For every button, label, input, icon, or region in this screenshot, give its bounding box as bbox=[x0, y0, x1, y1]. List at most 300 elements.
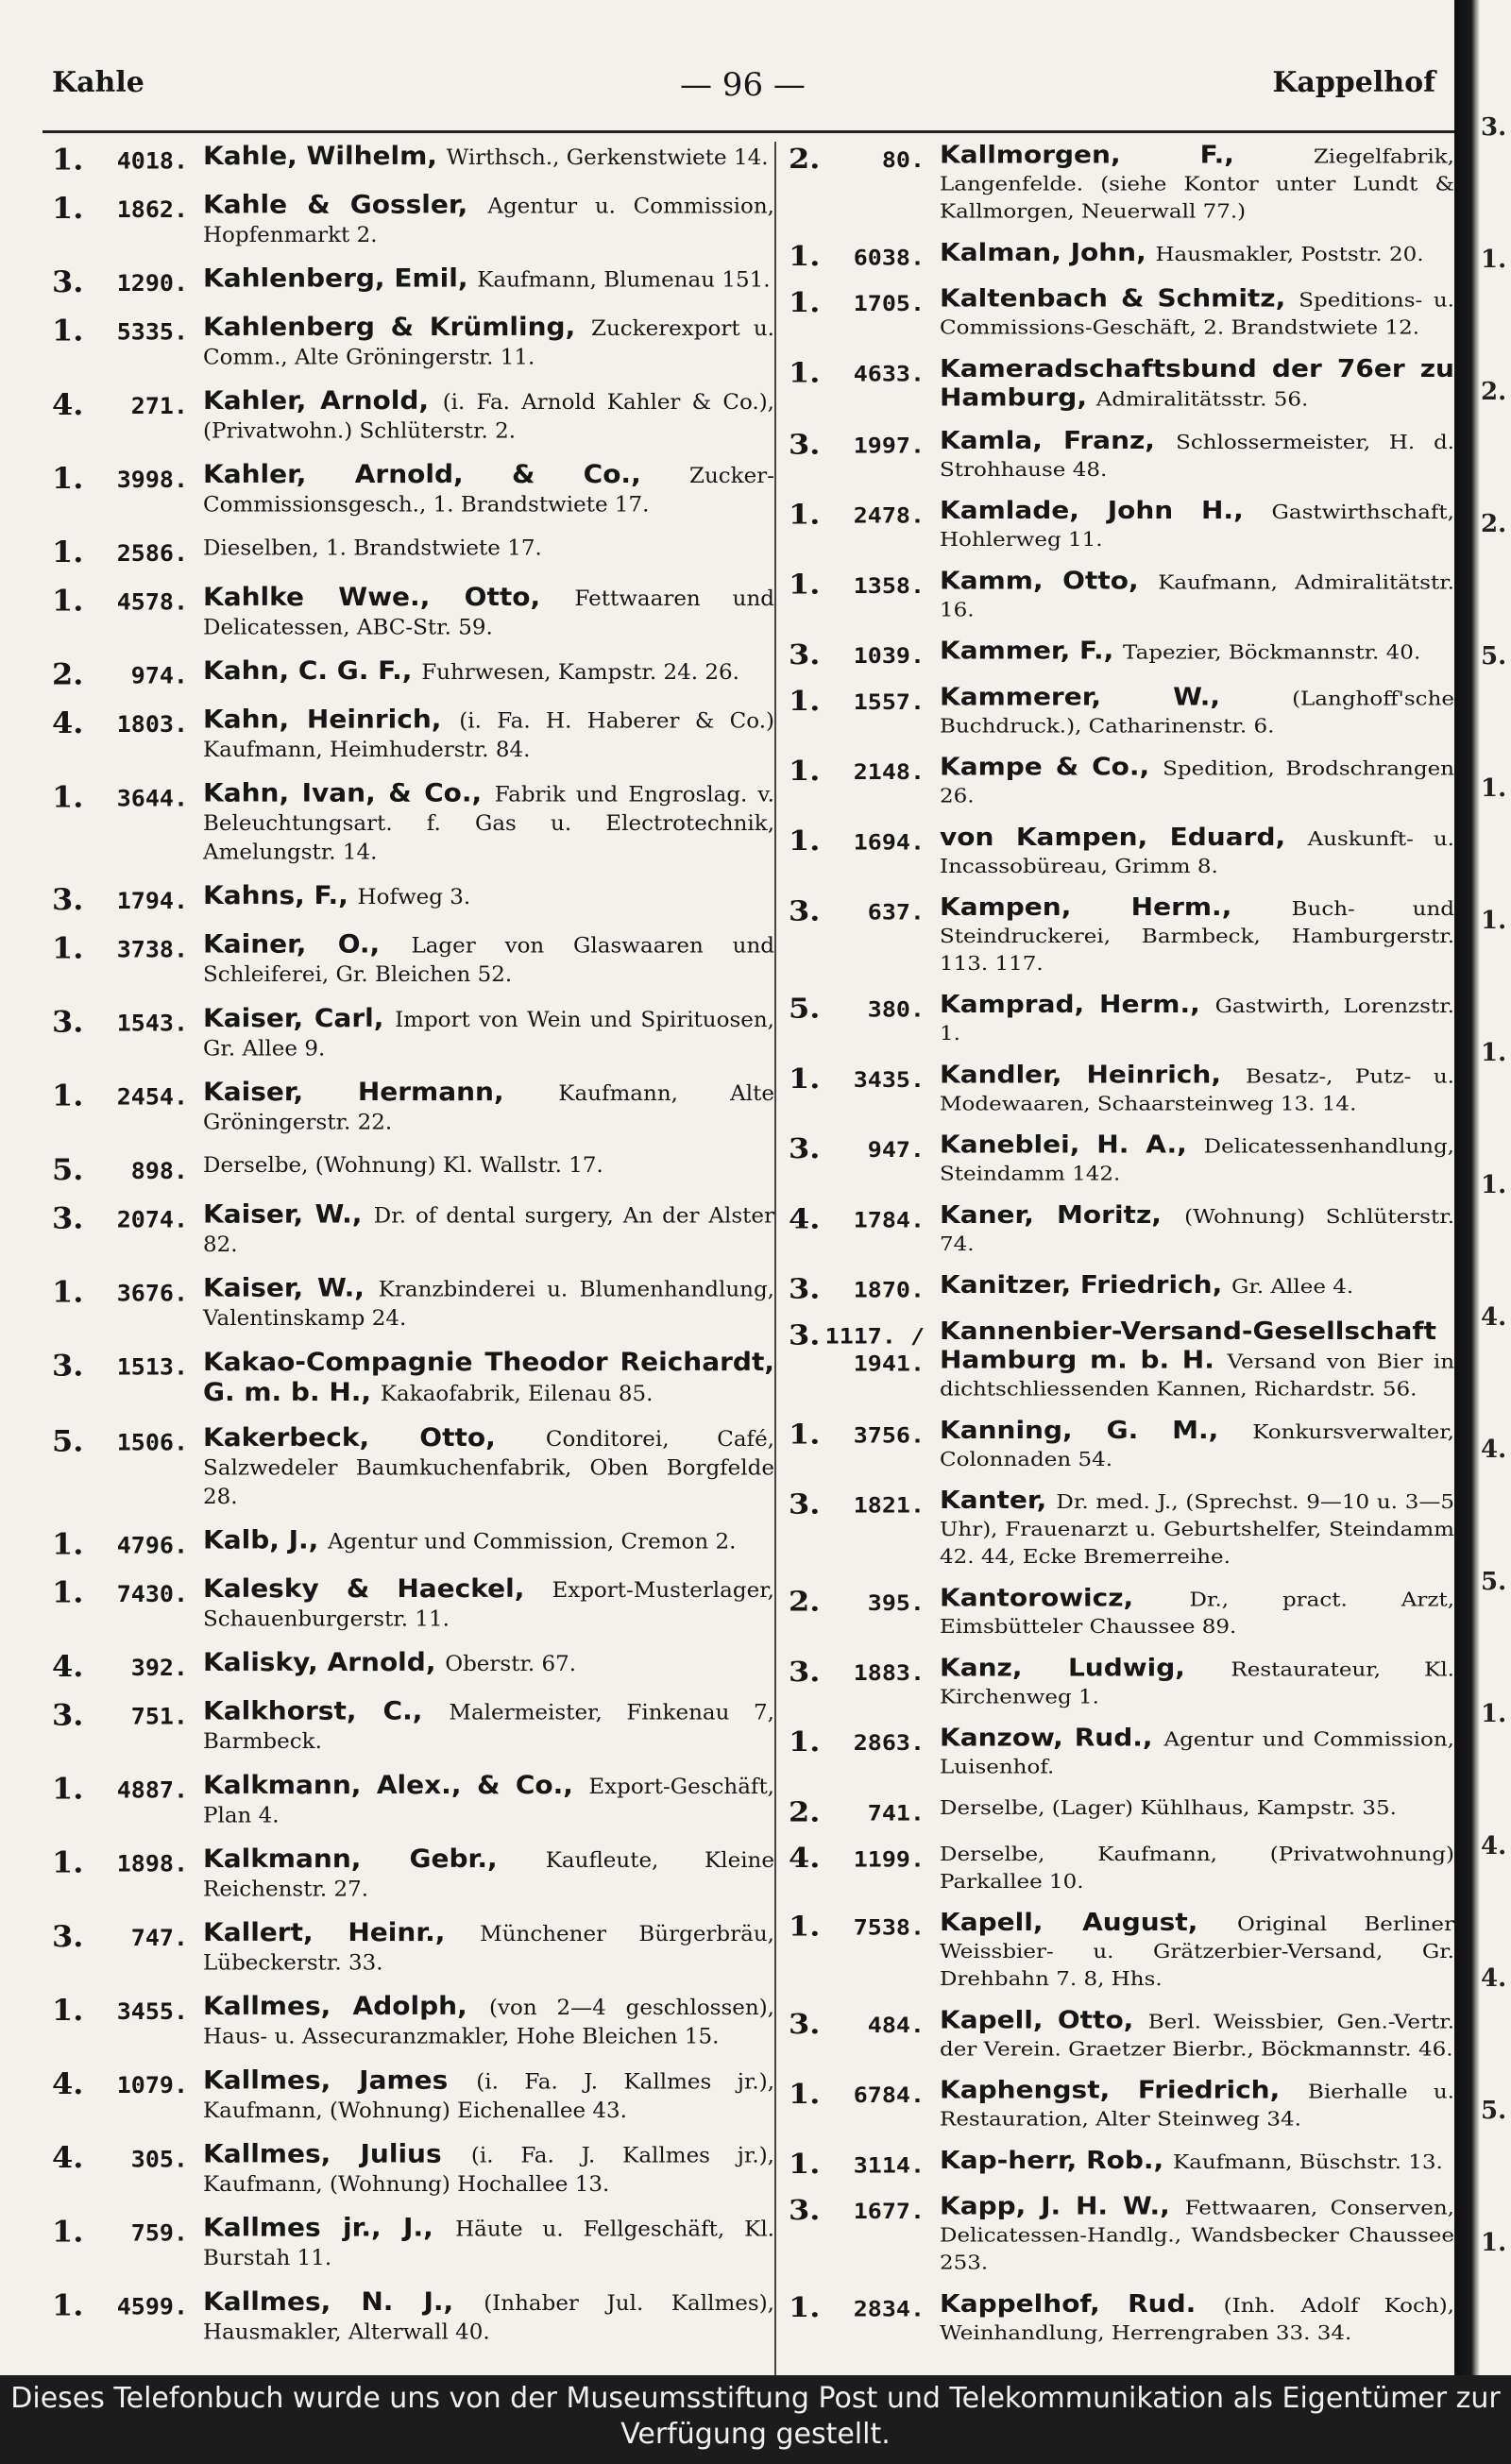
phone-number: 271. bbox=[130, 392, 188, 419]
subscriber-details: Tapezier, Böckmannstr. 40. bbox=[1123, 641, 1421, 664]
phone-number: 1694. bbox=[853, 829, 925, 855]
subscriber-details: Derselbe, (Wohnung) Kl. Wallstr. 17. bbox=[203, 1154, 603, 1178]
subscriber-details: Kakaofabrik, Eilenau 85. bbox=[380, 1383, 654, 1406]
directory-entry bbox=[789, 497, 1454, 553]
edge-district-number: 2. bbox=[1481, 510, 1507, 538]
phone-number: 1543. bbox=[116, 1010, 188, 1037]
subscriber-details: Export-Geschäft, Plan 4. bbox=[203, 1775, 774, 1827]
subscriber-details: Export-Musterlager, Schauenburgerstr. 11. bbox=[203, 1578, 774, 1632]
district-number: 4. bbox=[52, 705, 84, 740]
subscriber-name: Kahn, Heinrich, bbox=[203, 704, 460, 735]
subscriber-name: Kanter, bbox=[940, 1486, 1057, 1515]
subscriber-name: Kahle, Wilhelm, bbox=[203, 141, 447, 171]
entry-text bbox=[940, 2290, 1454, 2347]
phone-number: 3435. bbox=[853, 1067, 925, 1093]
district-number: 1. bbox=[789, 1725, 821, 1759]
subscriber-details: Zuckerexport u. Comm., Alte Gröningerstr. 11. bbox=[203, 316, 774, 370]
entry-text bbox=[940, 1271, 1454, 1300]
subscriber-details: Agentur und Commission, Luisenhof. bbox=[940, 1728, 1454, 1779]
district-number: 1. bbox=[52, 779, 84, 814]
subscriber-name: Kallmes jr., J., bbox=[203, 2212, 456, 2243]
subscriber-details: Berl. Weissbier, Gen.-Vertr. der Verein. Graetzer Bierbr., Böckmannstr. 46. bbox=[940, 2011, 1454, 2061]
subscriber-details: Kaufmann, Büschstr. 13. bbox=[1172, 2150, 1443, 2174]
subscriber-name: Kapell, August, bbox=[940, 1908, 1237, 1937]
subscriber-details: Kaufmann, Alte Gröningerstr. 22. bbox=[203, 1081, 774, 1135]
edge-district-number: 1. bbox=[1481, 1039, 1507, 1067]
phone-number: 1117. / 1941. bbox=[824, 1323, 925, 1376]
phone-number: 6038. bbox=[853, 245, 925, 270]
subscriber-details: Conditorei, Café, Salzwedeler Baumkuchenfabrik, Oben Borgfelde 28. bbox=[203, 1427, 774, 1509]
subscriber-details: Import von Wein und Spirituosen, Gr. Allee 9. bbox=[203, 1008, 774, 1062]
entry-text bbox=[203, 460, 774, 519]
phone-number: 3455. bbox=[116, 1998, 188, 2025]
entry-text bbox=[940, 285, 1454, 342]
subscriber-name: Kallmes, N. J., bbox=[203, 2286, 484, 2317]
phone-number: 1079. bbox=[116, 2072, 188, 2099]
district-number: 1. bbox=[52, 142, 84, 178]
page-number: — 96 — bbox=[680, 66, 806, 104]
phone-number: 1794. bbox=[116, 888, 188, 914]
phone-number: 395. bbox=[867, 1589, 925, 1616]
subscriber-name: Kahlenberg & Krümling, bbox=[203, 312, 591, 342]
phone-number: 1883. bbox=[853, 1660, 925, 1686]
directory-entry bbox=[52, 1423, 774, 1511]
subscriber-name: Kampen, Herm., bbox=[940, 892, 1292, 922]
phone-number: 6784. bbox=[853, 2082, 925, 2108]
subscriber-details: Kaufleute, Kleine Reichenstr. 27. bbox=[203, 1848, 774, 1902]
entry-text bbox=[940, 497, 1454, 553]
district-number: 1. bbox=[789, 754, 821, 788]
directory-entry bbox=[789, 1417, 1454, 1473]
phone-number: 4796. bbox=[116, 1532, 188, 1559]
directory-entry bbox=[52, 1078, 774, 1137]
subscriber-details: Dr. med. J., (Sprechst. 9—10 u. 3—5 Uhr), Frauenarzt u. Geburtshelfer, Steindamm 42. 44, Ecke Bremerreihe. bbox=[940, 1490, 1454, 1569]
phone-number: 7538. bbox=[853, 1914, 925, 1941]
entry-text bbox=[940, 824, 1454, 880]
entry-text bbox=[940, 1794, 1454, 1822]
phone-number: 1821. bbox=[853, 1492, 925, 1519]
district-number: 1. bbox=[789, 684, 821, 718]
subscriber-name: Kamm, Otto, bbox=[940, 566, 1159, 595]
district-number: 1. bbox=[789, 1910, 821, 1943]
district-number: 4. bbox=[52, 2140, 84, 2175]
phone-number: 1039. bbox=[853, 643, 925, 669]
entry-text bbox=[940, 2077, 1454, 2133]
subscriber-name: Kappelhof, Rud. bbox=[940, 2289, 1224, 2319]
subscriber-details: Gastwirth, Lorenzstr. 1. bbox=[940, 995, 1454, 1045]
subscriber-details: Dr. of dental surgery, An der Alster 82. bbox=[203, 1204, 774, 1257]
district-number: 1. bbox=[789, 1062, 821, 1096]
phone-number: 1358. bbox=[853, 573, 925, 599]
district-number: 3. bbox=[789, 1487, 821, 1521]
district-number: 4. bbox=[52, 1649, 84, 1684]
phone-number: 4018. bbox=[116, 147, 188, 175]
district-number: 1. bbox=[52, 1526, 84, 1561]
phone-number: 80. bbox=[881, 147, 925, 173]
left-column bbox=[52, 142, 774, 2361]
subscriber-details: Fettwaaren und Delicatessen, ABC-Str. 59. bbox=[203, 586, 774, 640]
entry-text bbox=[203, 313, 774, 372]
directory-entry bbox=[789, 239, 1454, 271]
subscriber-details: Wirthsch., Gerkenstwiete 14. bbox=[446, 145, 769, 170]
directory-entry bbox=[52, 1200, 774, 1260]
phone-number: 4599. bbox=[116, 2293, 188, 2320]
subscriber-name: Kakao-Compagnie Theodor Reichardt, G. m. b. H., bbox=[203, 1347, 774, 1407]
subscriber-name: Kanzow, Rud., bbox=[940, 1724, 1164, 1753]
subscriber-name: Kalb, J., bbox=[203, 1524, 329, 1555]
entry-text bbox=[203, 779, 774, 867]
directory-entry bbox=[52, 142, 774, 176]
subscriber-name: Kalesky & Haeckel, bbox=[203, 1573, 552, 1604]
district-number: 1. bbox=[52, 1993, 84, 2028]
directory-entry bbox=[789, 2147, 1454, 2179]
subscriber-details: Bierhalle u. Restauration, Alter Steinweg 34. bbox=[940, 2081, 1454, 2131]
subscriber-name: Kamla, Franz, bbox=[940, 426, 1177, 455]
entry-text bbox=[940, 1131, 1454, 1188]
phone-number: 7430. bbox=[116, 1580, 188, 1607]
directory-entry bbox=[789, 1585, 1454, 1641]
copyright-footer: Dieses Telefonbuch wurde uns von der Museumsstiftung Post und Telekommunikation als Eigentümer zur Verfügung gestellt. bbox=[0, 2375, 1511, 2464]
entry-text bbox=[940, 2193, 1454, 2277]
subscriber-details: Konkursverwalter, Colonnaden 54. bbox=[940, 1420, 1454, 1471]
subscriber-details: Auskunft- u. Incassobüreau, Grimm 8. bbox=[940, 827, 1454, 878]
district-number: 3. bbox=[789, 894, 821, 927]
phone-number: 1997. bbox=[853, 433, 925, 458]
district-number: 3. bbox=[52, 1348, 84, 1384]
subscriber-name: Kammer, F., bbox=[940, 636, 1124, 665]
subscriber-details: Original Berliner Weissbier- u. Grätzerbier-Versand, Gr. Drehbahn 7. 8, Hhs. bbox=[940, 1913, 1454, 1991]
entry-text bbox=[940, 2147, 1454, 2176]
directory-entry bbox=[789, 2007, 1454, 2064]
district-number: 3. bbox=[789, 428, 821, 461]
district-number: 2. bbox=[789, 1795, 821, 1828]
phone-number: 747. bbox=[130, 1924, 188, 1951]
district-number: 3. bbox=[789, 1318, 821, 1351]
district-number: 1. bbox=[789, 568, 821, 601]
entry-text bbox=[203, 1992, 774, 2051]
subscriber-details: Derselbe, Kaufmann, (Privatwohnung) Parkallee 10. bbox=[940, 1843, 1454, 1894]
directory-entry bbox=[789, 2077, 1454, 2133]
edge-district-number: 1. bbox=[1481, 2229, 1507, 2257]
phone-number: 974. bbox=[130, 662, 188, 689]
phone-number: 751. bbox=[130, 1703, 188, 1730]
phone-number: 2478. bbox=[853, 502, 925, 529]
edge-district-number: 5. bbox=[1481, 1568, 1507, 1596]
header-right-keyword: Kappelhof bbox=[1272, 66, 1435, 99]
directory-entry bbox=[52, 1004, 774, 1063]
subscriber-name: Kahn, C. G. F., bbox=[203, 655, 422, 686]
entry-text bbox=[940, 1910, 1454, 1994]
subscriber-name: Kanning, G. M., bbox=[940, 1416, 1253, 1445]
district-number: 4. bbox=[789, 1842, 821, 1875]
subscriber-name: Kahlke Wwe., Otto, bbox=[203, 582, 575, 612]
phone-number: 305. bbox=[130, 2146, 188, 2172]
phone-number: 1290. bbox=[116, 270, 188, 297]
entry-text bbox=[203, 705, 774, 765]
phone-number: 2148. bbox=[853, 759, 925, 785]
phone-number: 2586. bbox=[116, 540, 188, 567]
directory-entry bbox=[789, 1910, 1454, 1994]
subscriber-details: Besatz-, Putz- u. Modewaaren, Schaarsteinweg 13. 14. bbox=[940, 1065, 1454, 1115]
district-number: 3. bbox=[789, 1655, 821, 1689]
directory-entry bbox=[52, 264, 774, 298]
phone-number: 2074. bbox=[116, 1206, 188, 1233]
subscriber-details: Dr., pract. Arzt, Eimsbütteler Chaussee 89. bbox=[940, 1589, 1454, 1639]
subscriber-details: (Inh. Adolf Koch), Weinhandlung, Herrengraben 33. 34. bbox=[940, 2294, 1454, 2345]
directory-entry bbox=[789, 1655, 1454, 1711]
phone-number: 898. bbox=[130, 1157, 188, 1184]
subscriber-name: Kainer, O., bbox=[203, 928, 412, 960]
subscriber-details: (Langhoff'sche Buchdruck.), Catharinenstr. 6. bbox=[940, 688, 1454, 738]
district-number: 3. bbox=[52, 1919, 84, 1954]
subscriber-details: Speditions- u. Commissions-Geschäft, 2. Brandstwiete 12. bbox=[940, 289, 1454, 340]
district-number: 3. bbox=[789, 1131, 821, 1165]
edge-district-number: 1. bbox=[1481, 907, 1507, 935]
subscriber-name: Kapell, Otto, bbox=[940, 2005, 1148, 2034]
edge-district-number: 4. bbox=[1481, 1832, 1507, 1861]
phone-number: 4887. bbox=[116, 1776, 188, 1804]
subscriber-name: Kahlenberg, Emil, bbox=[203, 263, 478, 294]
entry-text bbox=[940, 2007, 1454, 2064]
district-number: 3. bbox=[52, 882, 84, 917]
directory-entry bbox=[789, 1317, 1454, 1403]
subscriber-name: Kallmorgen, F., bbox=[940, 141, 1314, 169]
directory-entry bbox=[52, 1526, 774, 1560]
entry-text bbox=[203, 1844, 774, 1904]
entry-text bbox=[940, 1062, 1454, 1118]
entry-text bbox=[203, 881, 774, 911]
subscriber-details: Gr. Allee 4. bbox=[1231, 1275, 1354, 1299]
subscriber-name: Kaiser, Hermann, bbox=[203, 1077, 559, 1107]
directory-entry bbox=[789, 1841, 1454, 1895]
entry-text bbox=[940, 1655, 1454, 1711]
phone-number: 2834. bbox=[853, 2296, 925, 2321]
phone-number: 380. bbox=[867, 996, 925, 1023]
directory-entry bbox=[52, 1697, 774, 1757]
subscriber-details: Versand von Bier in dichtschliessenden Kannen, Richardstr. 56. bbox=[940, 1351, 1454, 1402]
subscriber-details: Hofweg 3. bbox=[357, 886, 471, 909]
subscriber-details: Schlossermeister, H. d. Strohhause 48. bbox=[940, 431, 1454, 482]
subscriber-name: Kaphengst, Friedrich, bbox=[940, 2076, 1308, 2104]
subscriber-details: Agentur u. Commission, Hopfenmarkt 2. bbox=[203, 195, 774, 247]
directory-entry bbox=[52, 313, 774, 372]
entry-text bbox=[940, 1725, 1454, 1781]
phone-number: 947. bbox=[867, 1137, 925, 1163]
subscriber-name: Kammerer, W., bbox=[940, 682, 1293, 711]
subscriber-name: Kaltenbach & Schmitz, bbox=[940, 284, 1299, 313]
phone-number: 3738. bbox=[116, 936, 188, 963]
header-rule bbox=[42, 130, 1454, 133]
directory-entry bbox=[789, 1487, 1454, 1571]
entry-text bbox=[940, 1201, 1454, 1258]
directory-entry bbox=[52, 881, 774, 915]
district-number: 3. bbox=[789, 1272, 821, 1305]
entry-text bbox=[203, 930, 774, 990]
subscriber-name: Kalkhorst, C., bbox=[203, 1695, 450, 1726]
entry-text bbox=[203, 1697, 774, 1757]
subscriber-details: Restaurateur, Kl. Kirchenweg 1. bbox=[940, 1658, 1454, 1708]
entry-text bbox=[203, 1078, 774, 1137]
subscriber-details: (Wohnung) Schlüterstr. 74. bbox=[940, 1205, 1454, 1256]
subscriber-name: Kallmes, Julius bbox=[203, 2138, 471, 2169]
subscriber-details: Delicatessenhandlung, Steindamm 142. bbox=[940, 1135, 1454, 1186]
district-number: 1. bbox=[52, 1575, 84, 1610]
phone-number: 392. bbox=[130, 1654, 188, 1681]
district-number: 1. bbox=[52, 2214, 84, 2249]
directory-entry bbox=[52, 1771, 774, 1830]
phone-number: 4578. bbox=[116, 588, 188, 616]
subscriber-name: Kantorowicz, bbox=[940, 1583, 1190, 1612]
phone-number: 759. bbox=[130, 2219, 188, 2247]
entry-text bbox=[203, 1274, 774, 1334]
district-number: 1. bbox=[789, 824, 821, 858]
subscriber-details: Agentur und Commission, Cremon 2. bbox=[328, 1530, 737, 1555]
directory-entry bbox=[789, 285, 1454, 342]
entry-text bbox=[203, 1771, 774, 1830]
directory-entry bbox=[52, 1151, 774, 1185]
district-number: 3. bbox=[52, 1697, 84, 1732]
directory-entry bbox=[789, 2290, 1454, 2347]
entry-text bbox=[203, 1648, 774, 1678]
subscriber-name: Kallmes, Adolph, bbox=[203, 1991, 490, 2021]
subscriber-details: Oberstr. 67. bbox=[445, 1653, 577, 1676]
subscriber-name: Kakerbeck, Otto, bbox=[203, 1422, 546, 1453]
district-number: 3. bbox=[789, 637, 821, 671]
district-number: 2. bbox=[789, 142, 821, 176]
district-number: 3. bbox=[52, 1200, 84, 1235]
subscriber-details: Dieselben, 1. Brandstwiete 17. bbox=[203, 536, 542, 561]
district-number: 1. bbox=[52, 2287, 84, 2323]
subscriber-details: Hausmakler, Poststr. 20. bbox=[1155, 243, 1424, 266]
subscriber-details: Derselbe, (Lager) Kühlhaus, Kampstr. 35. bbox=[940, 1796, 1397, 1820]
subscriber-details: Malermeister, Finkenau 7, Barmbeck. bbox=[203, 1701, 774, 1754]
entry-text bbox=[940, 893, 1454, 977]
entry-text bbox=[940, 239, 1454, 268]
subscriber-name: Kamlade, John H., bbox=[940, 496, 1272, 525]
directory-entry bbox=[52, 386, 774, 446]
directory-entry bbox=[52, 930, 774, 990]
directory-entry bbox=[52, 2066, 774, 2126]
district-number: 1. bbox=[789, 285, 821, 319]
entry-text bbox=[940, 992, 1454, 1048]
phone-number: 3114. bbox=[853, 2152, 925, 2178]
district-number: 1. bbox=[52, 191, 84, 226]
directory-entry bbox=[789, 1271, 1454, 1303]
subscriber-name: Kanz, Ludwig, bbox=[940, 1653, 1231, 1682]
phone-number: 4633. bbox=[853, 361, 925, 386]
entry-text bbox=[203, 535, 774, 563]
subscriber-details: Gastwirthschaft, Hohlerweg 11. bbox=[940, 501, 1454, 552]
district-number: 1. bbox=[789, 2077, 821, 2111]
subscriber-details: Fabrik und Engroslag. v. Beleuchtungsart. f. Gas u. Electrotechnik, Amelungstr. 14. bbox=[203, 783, 774, 865]
subscriber-name: Kalkmann, Gebr., bbox=[203, 1844, 546, 1874]
entry-text bbox=[203, 1918, 774, 1978]
entry-text bbox=[203, 2214, 774, 2273]
phone-number: 1557. bbox=[853, 689, 925, 715]
district-number: 1. bbox=[52, 1079, 84, 1113]
entry-text bbox=[203, 386, 774, 446]
entry-text bbox=[940, 1841, 1454, 1895]
entry-text bbox=[940, 684, 1454, 740]
subscriber-name: Kaneblei, H. A., bbox=[940, 1130, 1204, 1159]
subscriber-details: (i. Fa. J. Kallmes jr.), Kaufmann, (Wohnung) Eichenallee 43. bbox=[203, 2070, 775, 2123]
entry-text bbox=[203, 190, 774, 249]
subscriber-name: Kap-herr, Rob., bbox=[940, 2146, 1173, 2175]
phone-number: 1199. bbox=[853, 1846, 925, 1872]
subscriber-name: Kallert, Heinr., bbox=[203, 1917, 481, 1947]
directory-entry bbox=[789, 2193, 1454, 2277]
entry-text bbox=[203, 2066, 774, 2126]
entry-text bbox=[203, 1151, 774, 1180]
phone-number: 1898. bbox=[116, 1850, 188, 1878]
directory-entry bbox=[789, 684, 1454, 740]
subscriber-name: Kallmes, James bbox=[203, 2065, 477, 2096]
directory-entry bbox=[52, 2214, 774, 2273]
district-number: 1. bbox=[52, 461, 84, 496]
phone-number: 3998. bbox=[116, 467, 188, 493]
district-number: 5. bbox=[52, 1152, 84, 1187]
subscriber-name: Kampe & Co., bbox=[940, 753, 1163, 781]
entry-text bbox=[940, 637, 1454, 667]
subscriber-name: Kannenbier-Versand-Gesellschaft Hamburg m. b. H. bbox=[940, 1317, 1436, 1375]
directory-entry bbox=[789, 1131, 1454, 1188]
entry-text bbox=[940, 568, 1454, 624]
entry-text bbox=[940, 142, 1454, 226]
edge-district-number: 5. bbox=[1481, 642, 1507, 671]
subscriber-name: Kalisky, Arnold, bbox=[203, 1647, 446, 1677]
subscriber-details: Admiralitätsstr. 56. bbox=[1095, 388, 1309, 412]
entry-text bbox=[203, 583, 774, 642]
directory-entry bbox=[789, 427, 1454, 484]
subscriber-details: Ziegelfabrik, Langenfelde. (siehe Kontor unter Lundt & Kallmorgen, Neuerwall 77.) bbox=[940, 145, 1454, 223]
subscriber-name: Kahler, Arnold, bbox=[203, 385, 443, 416]
directory-entry bbox=[789, 1201, 1454, 1258]
directory-entry bbox=[52, 2287, 774, 2347]
subscriber-name: Kapp, J. H. W., bbox=[940, 2192, 1185, 2220]
subscriber-details: (von 2—4 geschlossen), Haus- u. Assecuranzmakler, Hohe Bleichen 15. bbox=[203, 1997, 774, 2049]
phone-number: 1862. bbox=[116, 196, 188, 223]
subscriber-details: Häute u. Fellgeschäft, Kl. Burstah 11. bbox=[203, 2218, 774, 2270]
subscriber-name: von Kampen, Eduard, bbox=[940, 823, 1308, 852]
subscriber-details: Kranzbinderei u. Blumenhandlung, Valentinskamp 24. bbox=[203, 1278, 774, 1331]
district-number: 5. bbox=[52, 1424, 84, 1459]
district-number: 1. bbox=[789, 2291, 821, 2324]
directory-entry bbox=[52, 583, 774, 642]
subscriber-details: Münchener Bürgerbräu, Lübeckerstr. 33. bbox=[203, 1922, 774, 1976]
edge-district-number: 4. bbox=[1481, 1964, 1507, 1993]
directory-entry bbox=[52, 1274, 774, 1334]
subscriber-details: Fettwaaren, Conserven, Delicatessen-Handlg., Wandsbecker Chaussee 253. bbox=[940, 2197, 1454, 2274]
entry-text bbox=[940, 427, 1454, 484]
directory-entry bbox=[789, 1794, 1454, 1827]
edge-district-number: 3. bbox=[1481, 113, 1507, 142]
district-number: 2. bbox=[52, 657, 84, 692]
entry-text bbox=[203, 2140, 774, 2200]
directory-entry bbox=[52, 1918, 774, 1978]
directory-entry bbox=[52, 1992, 774, 2051]
district-number: 1. bbox=[789, 498, 821, 531]
entry-text bbox=[203, 2287, 774, 2347]
directory-entry bbox=[789, 142, 1454, 226]
edge-district-number: 1. bbox=[1481, 246, 1507, 274]
phone-number: 1677. bbox=[853, 2199, 925, 2224]
subscriber-name: Kahle & Gossler, bbox=[203, 189, 488, 219]
subscriber-name: Kaner, Moritz, bbox=[940, 1200, 1185, 1230]
directory-entry bbox=[52, 190, 774, 249]
subscriber-name: Kamprad, Herm., bbox=[940, 990, 1215, 1019]
entry-text bbox=[940, 1317, 1454, 1403]
subscriber-details: Zucker-Commissionsgesch., 1. Brandstwiete 17. bbox=[203, 465, 774, 518]
